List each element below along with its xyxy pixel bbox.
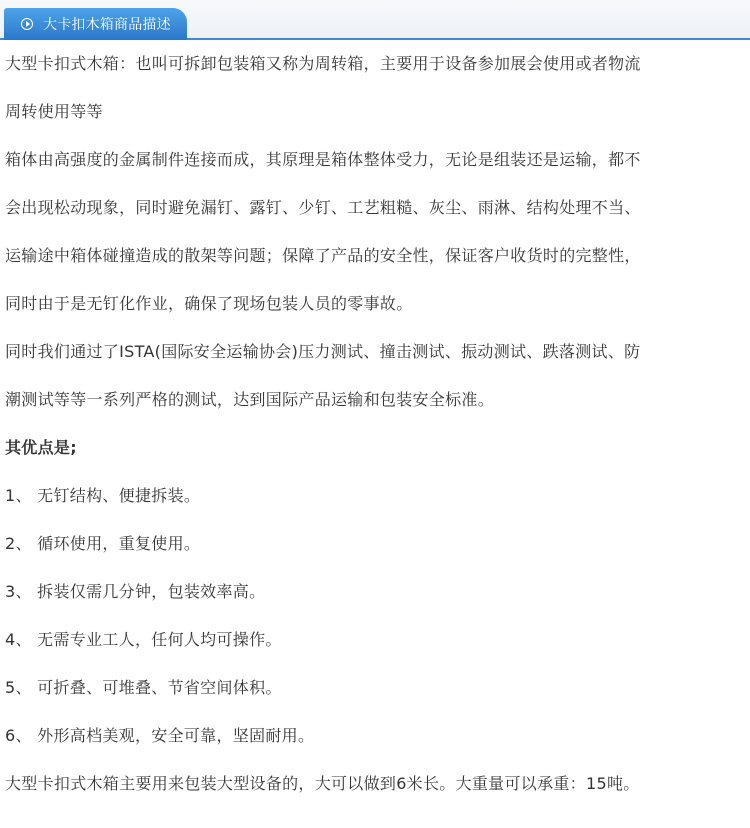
section-tab-bar — [0, 0, 750, 40]
closing-line: 大型卡扣式木箱主要用来包装大型设备的，大可以做到6米长。大重量可以承重：15吨。 — [5, 774, 640, 793]
circle-play-icon — [21, 18, 33, 30]
paragraph-line: 周转使用等等 — [5, 102, 103, 121]
paragraph-line: 潮测试等等一系列严格的测试，达到国际产品运输和包装安全标准。 — [5, 390, 495, 409]
description-body — [0, 40, 750, 808]
advantage-item: 6、 外形高档美观，安全可靠，坚固耐用。 — [5, 726, 315, 745]
advantage-item: 3、 拆装仅需几分钟，包装效率高。 — [5, 582, 266, 601]
paragraph-line: 会出现松动现象，同时避免漏钉、露钉、少钉、工艺粗糙、灰尘、雨淋、结构处理不当、 — [5, 198, 641, 217]
advantage-item: 2、 循环使用，重复使用。 — [5, 534, 201, 553]
paragraph-line: 同时我们通过了ISTA(国际安全运输协会)压力测试、撞击测试、振动测试、跌落测试、防 — [5, 342, 641, 361]
advantage-item: 4、 无需专业工人，任何人均可操作。 — [5, 630, 282, 649]
tab-label: 大卡扣木箱商品描述 — [43, 17, 171, 33]
tab-product-description[interactable] — [4, 8, 187, 40]
advantage-item: 1、 无钉结构、便捷拆装。 — [5, 486, 201, 505]
advantages-heading: 其优点是; — [5, 438, 77, 457]
paragraph-line: 同时由于是无钉化作业，确保了现场包装人员的零事故。 — [5, 294, 413, 313]
paragraph-line: 箱体由高强度的金属制件连接而成，其原理是箱体整体受力，无论是组装还是运输，都不 — [5, 150, 641, 169]
advantage-item: 5、 可折叠、可堆叠、节省空间体积。 — [5, 678, 282, 697]
paragraph-line: 运输途中箱体碰撞造成的散架等问题；保障了产品的安全性，保证客户收货时的完整性， — [5, 246, 641, 265]
paragraph-line: 大型卡扣式木箱：也叫可拆卸包装箱又称为周转箱，主要用于设备参加展会使用或者物流 — [5, 54, 641, 73]
